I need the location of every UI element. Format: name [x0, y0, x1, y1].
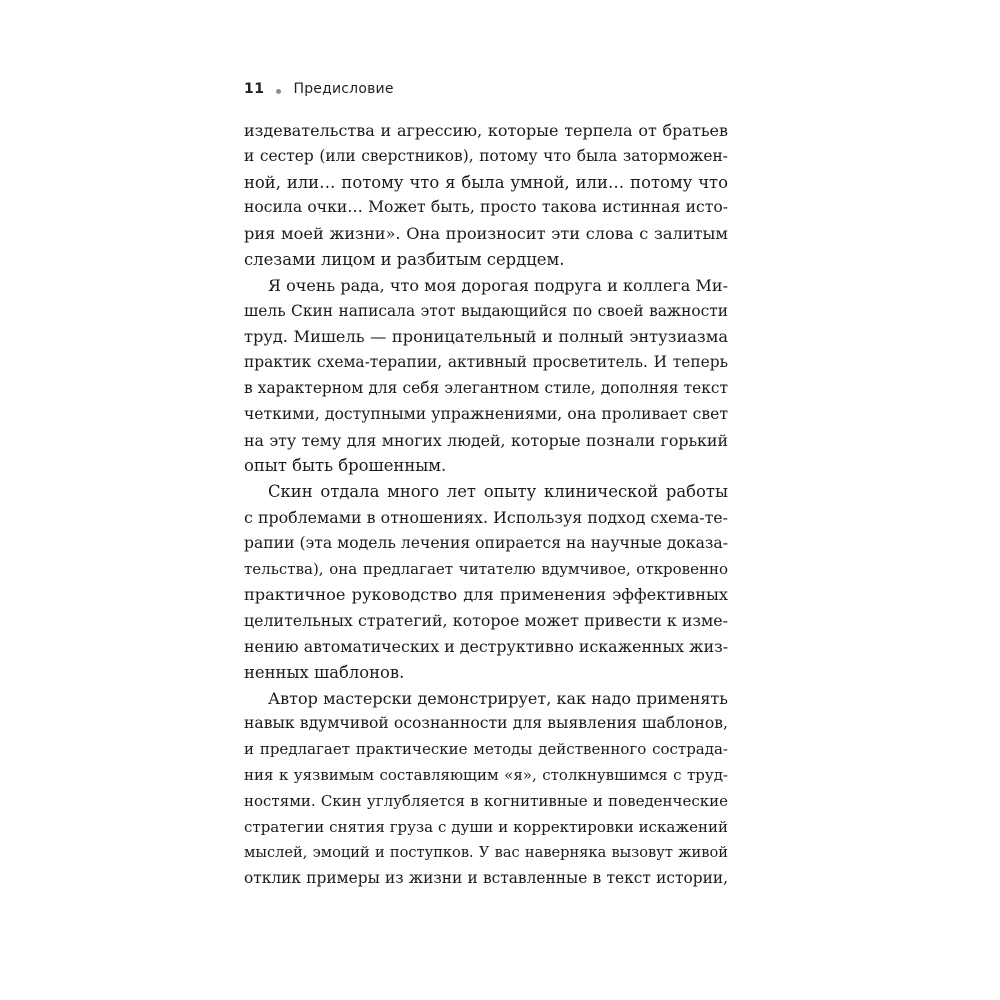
- text-line: шель Скин написала этот выдающийся по своей важности: [244, 301, 728, 320]
- text-line: рия моей жизни». Она произносит эти слова с залитым: [244, 224, 728, 244]
- section-title: Предисловие: [293, 81, 394, 97]
- body-text: [244, 118, 728, 892]
- text-line: отклик примеры из жизни и вставленные в текст истории,: [244, 869, 728, 888]
- text-line: навык вдумчивой осознанности для выявления шаблонов,: [244, 714, 728, 733]
- text-line: ния к уязвимым составляющим «я», столкнувшимся с труд-: [244, 765, 728, 784]
- text-line: четкими, доступными упражнениями, она проливает свет: [244, 404, 728, 423]
- text-line: рапии (эта модель лечения опирается на научные доказа-: [244, 533, 728, 552]
- text-line: ностями. Скин углубляется в когнитивные и поведенческие: [244, 791, 728, 810]
- text-line: и сестер (или сверстников), потому что была заторможен-: [244, 146, 728, 165]
- text-line: ной, или… потому что я была умной, или… потому что: [244, 172, 728, 192]
- text-line: носила очки… Может быть, просто такова истинная исто-: [244, 198, 728, 217]
- text-line: слезами лицом и разбитым сердцем.: [244, 249, 565, 269]
- text-line: труд. Мишель — проницательный и полный энтузиазма: [244, 327, 728, 347]
- text-line: Автор мастерски демонстрирует, как надо применять: [268, 688, 728, 708]
- text-line: издевательства и агрессию, которые терпела от братьев: [244, 121, 728, 140]
- text-line: мыслей, эмоций и поступков. У вас наверняка вызовут живой: [244, 844, 728, 862]
- text-line: ненных шаблонов.: [244, 662, 405, 682]
- text-line: Я очень рада, что моя дорогая подруга и коллега Ми-: [268, 275, 728, 295]
- text-line: с проблемами в отношениях. Используя подход схема-те-: [244, 507, 728, 527]
- text-line: и предлагает практические методы действенного сострада-: [244, 740, 728, 759]
- text-line: на эту тему для многих людей, которые познали горький: [244, 430, 728, 450]
- text-line: в характерном для себя элегантном стиле, дополняя текст: [244, 378, 728, 397]
- text-line: опыт быть брошенным.: [244, 456, 447, 476]
- text-line: целительных стратегий, которое может привести к изме-: [244, 611, 728, 631]
- bullet-dot-icon: [276, 89, 281, 94]
- text-line: нению автоматических и деструктивно искаженных жиз-: [244, 636, 729, 656]
- running-head: [244, 79, 394, 99]
- text-line: тельства), она предлагает читателю вдумчивое, откровенно: [244, 559, 728, 578]
- text-line: Скин отдала много лет опыту клинической работы: [268, 482, 728, 502]
- text-line: практичное руководство для применения эффективных: [244, 585, 728, 605]
- text-line: практик схема-терапии, активный просветитель. И теперь: [244, 353, 728, 372]
- page-number: 11: [244, 81, 265, 97]
- text-line: стратегии снятия груза с души и корректировки искажений: [244, 817, 728, 836]
